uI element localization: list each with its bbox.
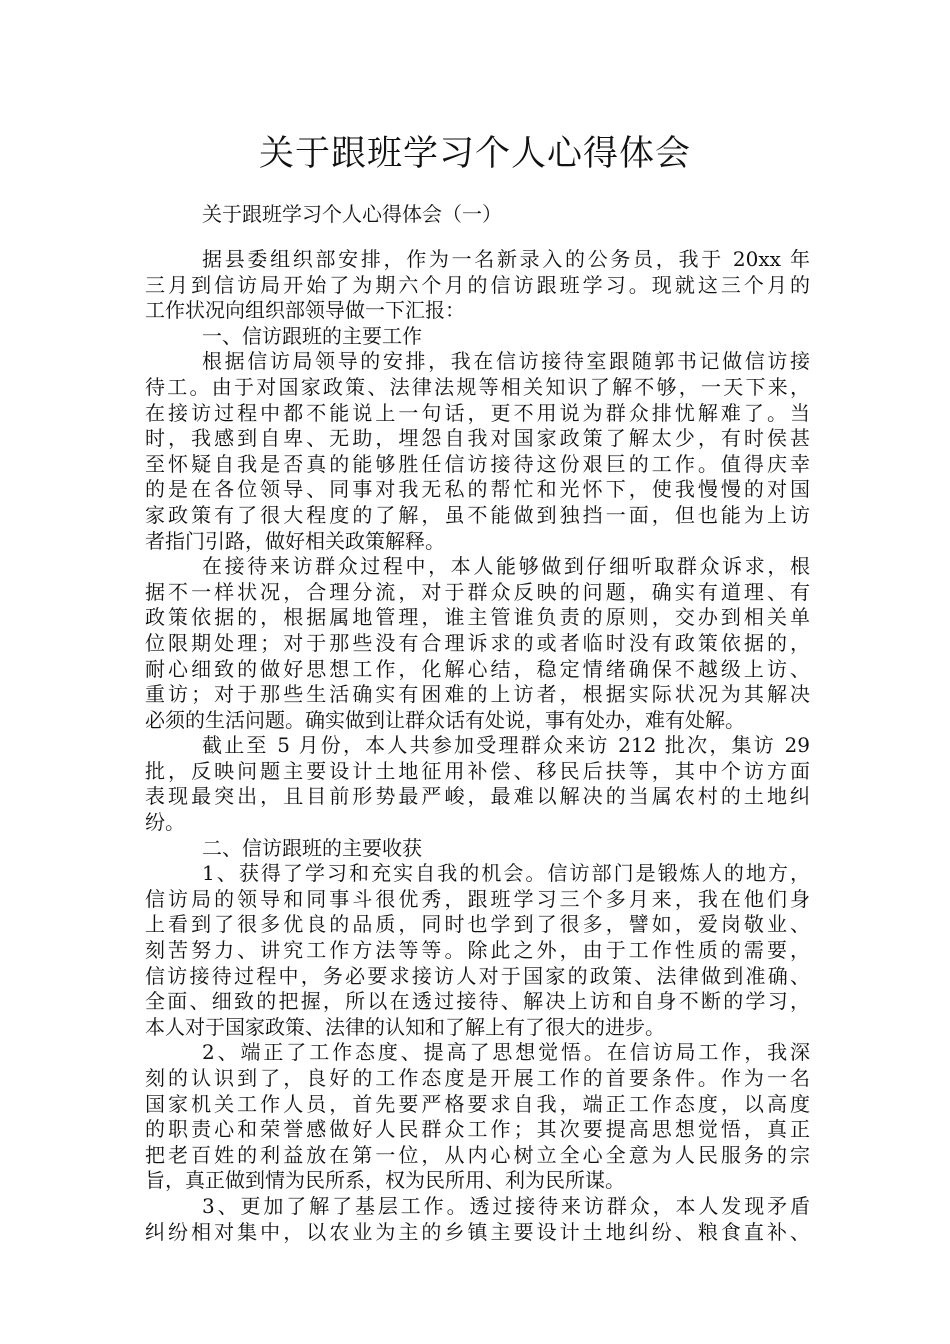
text-line: 全面、细致的把握，所以在透过接待、解决上访和自身不断的学习， — [145, 989, 810, 1014]
text-line: 至怀疑自我是否真的能够胜任信访接待这份艰巨的工作。值得庆幸 — [145, 451, 810, 476]
text-line: 三月到信访局开始了为期六个月的信访跟班学习。现就这三个月的 — [145, 272, 810, 297]
text-line: 国家机关工作人员，首先要严格要求自我，端正工作态度，以高度 — [145, 1091, 810, 1116]
text-line: 工作状况向组织部领导做一下汇报： — [145, 298, 465, 323]
text-line: 本人对于国家政策、法律的认知和了解上有了很大的进步。 — [145, 1014, 665, 1039]
text-line: 必须的生活问题。确实做到让群众话有处说，事有处办，难有处解。 — [145, 707, 745, 732]
text-line: 信访接待过程中，务必要求接访人对于国家的政策、法律做到准确、 — [145, 963, 810, 988]
text-line: 截止至 5 月份，本人共参加受理群众来访 212 批次，集访 29 — [202, 733, 810, 758]
text-line: 信访局的领导和同事斗很优秀，跟班学习三个多月来，我在他们身 — [145, 886, 810, 911]
text-line: 旨，真正做到情为民所系，权为民所用、利为民所谋。 — [145, 1168, 625, 1193]
text-line: 2、端正了工作态度、提高了思想觉悟。在信访局工作，我深 — [202, 1040, 810, 1065]
text-line: 的是在各位领导、同事对我无私的帮忙和光怀下，使我慢慢的对国 — [145, 477, 810, 502]
text-line: 根据信访局领导的安排，我在信访接待室跟随郭书记做信访接 — [202, 349, 810, 374]
document-subtitle: 关于跟班学习个人心得体会（一） — [202, 202, 502, 226]
text-line: 纠纷相对集中，以农业为主的乡镇主要设计土地纠纷、粮食直补、 — [145, 1219, 810, 1244]
text-line: 刻苦努力、讲究工作方法等等。除此之外，由于工作性质的需要， — [145, 938, 810, 963]
text-line: 纷。 — [145, 810, 185, 835]
text-line: 时，我感到自卑、无助，埋怨自我对国家政策了解太少，有时侯甚 — [145, 426, 810, 451]
text-line: 1、获得了学习和充实自我的机会。信访部门是锻炼人的地方， — [202, 861, 810, 886]
text-line: 的职责心和荣誉感做好人民群众工作；其次要提高思想觉悟，真正 — [145, 1117, 810, 1142]
text-line: 批，反映问题主要设计土地征用补偿、移民后扶等，其中个访方面 — [145, 758, 810, 783]
text-line: 位限期处理；对于那些没有合理诉求的或者临时没有政策依据的， — [145, 630, 810, 655]
text-line: 上看到了很多优良的品质，同时也学到了很多，譬如，爱岗敬业、 — [145, 912, 810, 937]
text-line: 3、更加了解了基层工作。透过接待来访群众，本人发现矛盾 — [202, 1193, 810, 1218]
text-line: 待工。由于对国家政策、法律法规等相关知识了解不够，一天下来， — [145, 374, 810, 399]
text-line: 刻的认识到了，良好的工作态度是开展工作的首要条件。作为一名 — [145, 1066, 810, 1090]
document-body — [145, 247, 810, 1245]
document-title: 关于跟班学习个人心得体会 — [258, 134, 691, 174]
text-line: 表现最突出，且目前形势最严峻，最难以解决的当属农村的土地纠 — [145, 784, 810, 809]
text-line: 重访；对于那些生活确实有困难的上访者，根据实际状况为其解决 — [145, 682, 810, 707]
text-line: 在接访过程中都不能说上一句话，更不用说为群众排忧解难了。当 — [145, 400, 810, 425]
text-line: 者指门引路，做好相关政策解释。 — [145, 528, 445, 553]
text-line: 耐心细致的做好思想工作，化解心结，稳定情绪确保不越级上访、 — [145, 656, 810, 681]
text-line: 据不一样状况，合理分流，对于群众反映的问题，确实有道理、有 — [145, 579, 810, 604]
text-line: 一、信访跟班的主要工作 — [202, 323, 422, 348]
text-line: 在接待来访群众过程中，本人能够做到仔细听取群众诉求，根 — [202, 554, 810, 579]
text-line: 家政策有了很大程度的了解，虽不能做到独挡一面，但也能为上访 — [145, 502, 810, 527]
text-line: 据县委组织部安排，作为一名新录入的公务员，我于 20xx 年 — [202, 247, 810, 271]
text-line: 把老百姓的利益放在第一位，从内心树立全心全意为人民服务的宗 — [145, 1142, 810, 1167]
text-line: 政策依据的，根据属地管理，谁主管谁负责的原则，交办到相关单 — [145, 605, 810, 630]
text-line: 二、信访跟班的主要收获 — [202, 835, 422, 860]
